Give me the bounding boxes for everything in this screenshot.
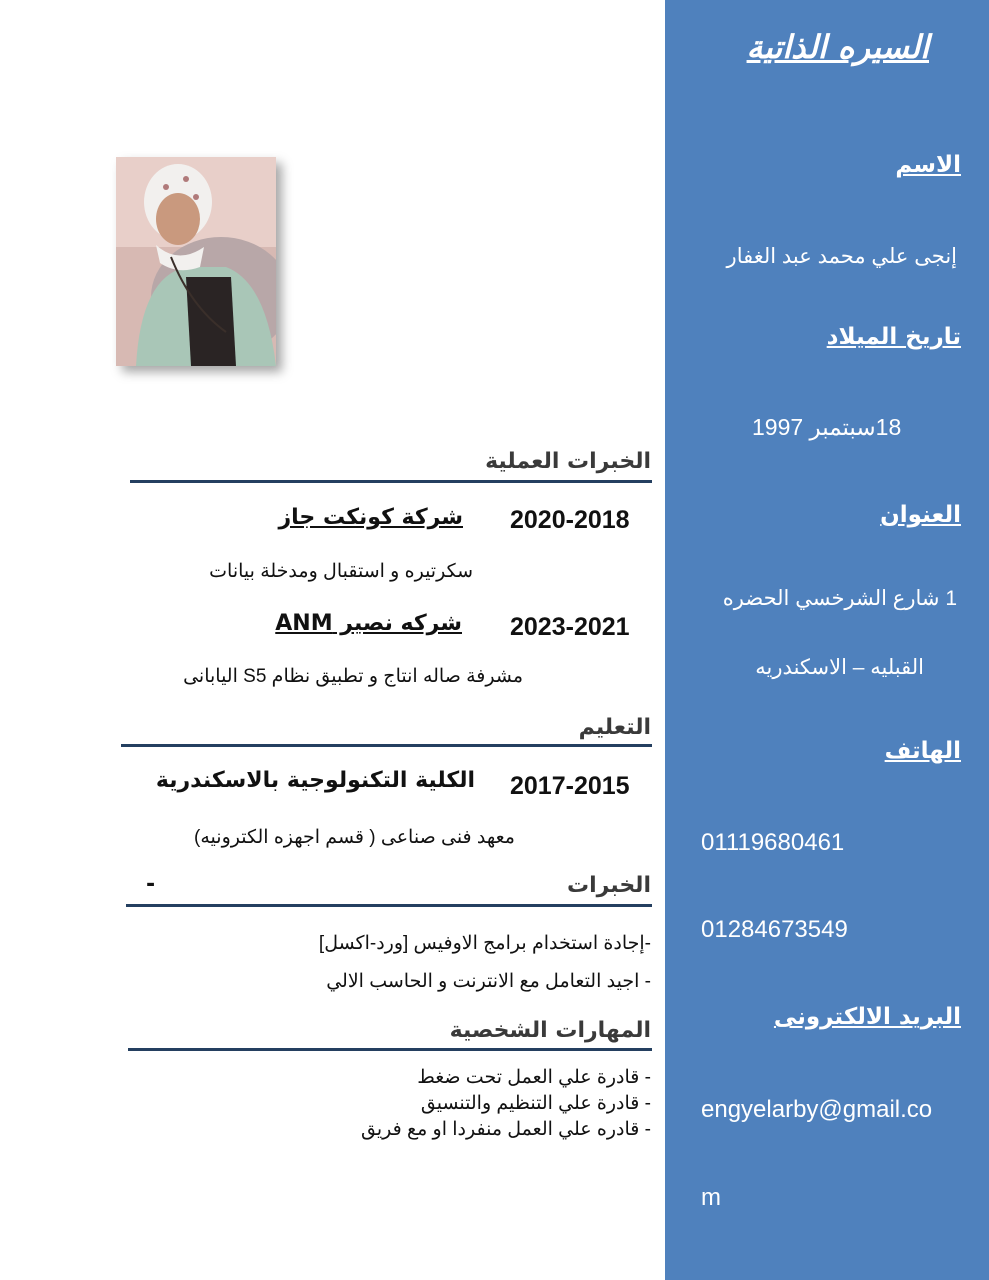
education-detail: معهد فنى صناعى ( قسم اجهزه الكترونيه) xyxy=(194,827,515,848)
job-1-company: شركة كونكت جاز xyxy=(278,505,463,530)
experience-heading: الخبرات العملية xyxy=(485,449,651,474)
skill-item-1: -إجادة استخدام برامج الاوفيس [ورد-اكسل] xyxy=(318,933,651,954)
personal-skill-1: - قادرة علي العمل تحت ضغط xyxy=(417,1067,651,1088)
dob-label: تاريخ الميلاد xyxy=(826,324,961,350)
cv-title: السيره الذاتية xyxy=(746,28,929,66)
skill-item-2: - اجيد التعامل مع الانترنت و الحاسب الالي xyxy=(326,971,651,992)
job-2-role: مشرفة صاله انتاج و تطبيق نظام S5 اليابانى xyxy=(183,666,523,687)
address-line-2: القبليه – الاسكندريه xyxy=(755,656,924,679)
profile-photo-image xyxy=(116,157,276,366)
job-1-role: سكرتيره و استقبال ومدخلة بيانات xyxy=(209,561,473,582)
job-2-company: شركه نصير ANM xyxy=(275,611,462,636)
job-1-years: 2020-2018 xyxy=(510,506,630,534)
job-2-years: 2023-2021 xyxy=(510,613,630,641)
skills-heading: الخبرات xyxy=(567,873,651,898)
experience-rule xyxy=(130,480,652,483)
email-line-2: m xyxy=(701,1184,721,1211)
education-school: الكلية التكنولوجية بالاسكندرية xyxy=(155,768,475,793)
sidebar-panel xyxy=(665,0,989,1280)
name-value: إنجى علي محمد عبد الغفار xyxy=(726,245,957,268)
personal-skill-3: - قادره علي العمل منفردا او مع فريق xyxy=(360,1119,651,1140)
dob-value xyxy=(752,414,901,441)
skills-dash: - xyxy=(146,872,156,897)
education-heading: التعليم xyxy=(578,715,651,740)
education-rule xyxy=(121,744,652,747)
address-line-1: 1 شارع الشرخسي الحضره xyxy=(722,587,957,610)
dob-text: 18سبتمبر 1997 xyxy=(752,414,902,440)
skills-rule xyxy=(126,904,652,907)
phone-2: 01284673549 xyxy=(701,916,848,943)
personal-skill-2: - قادرة علي التنظيم والتنسيق xyxy=(420,1093,651,1114)
profile-photo xyxy=(116,157,276,366)
email-label: البريد الالكترونى xyxy=(773,1004,961,1030)
name-label: الاسم xyxy=(895,152,961,178)
address-label: العنوان xyxy=(880,502,961,528)
personal-skills-heading: المهارات الشخصية xyxy=(449,1018,651,1043)
phone-label: الهاتف xyxy=(884,738,961,764)
phone-1: 01119680461 xyxy=(701,829,845,856)
education-years: 2017-2015 xyxy=(510,772,630,800)
email-line-1: engyelarby@gmail.co xyxy=(701,1096,933,1123)
personal-skills-rule xyxy=(128,1048,652,1051)
